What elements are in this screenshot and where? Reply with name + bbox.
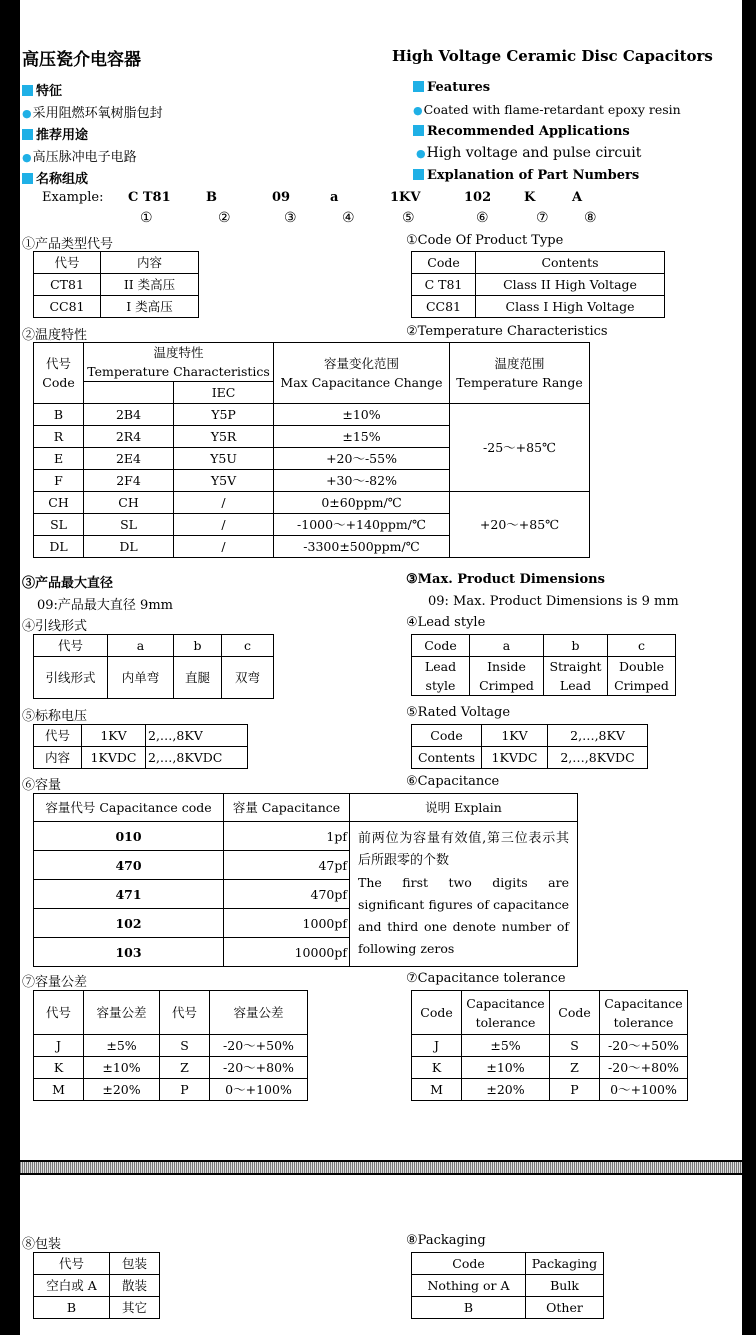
part-index: ⑥ <box>476 210 489 226</box>
s6-title-cn: ⑥容量 <box>22 778 62 793</box>
part-numbers-head-cn: 名称组成 <box>22 168 88 187</box>
table-cell: Nothing or A <box>412 1275 526 1297</box>
table-cell: CH <box>84 492 174 514</box>
table-cell: 其它 <box>110 1297 160 1319</box>
s5-table-en <box>411 724 648 769</box>
table-header: Contents <box>476 252 665 274</box>
table-row <box>412 1253 604 1275</box>
table-cell: Straight Lead <box>544 657 608 696</box>
table-cell: Class I High Voltage <box>476 296 665 318</box>
table-cell: ±20% <box>462 1079 550 1101</box>
table-cell: B <box>34 1297 110 1319</box>
square-bullet-icon <box>22 129 33 140</box>
table-header: c <box>222 635 274 657</box>
table-row <box>412 1275 604 1297</box>
table-row <box>412 1035 688 1057</box>
table-cell: Code <box>412 1253 526 1275</box>
table-header: Code <box>412 635 470 657</box>
example-label: Example: <box>42 190 104 205</box>
table-cell: / <box>174 514 274 536</box>
table-cell: R <box>34 426 84 448</box>
table-row <box>34 1079 308 1101</box>
s3-text-cn: 09:产品最大直径 9mm <box>37 598 173 613</box>
table-cell: -1000～+140ppm/℃ <box>274 514 450 536</box>
title-cn: 高压瓷介电容器 <box>22 50 141 70</box>
table-cell: / <box>174 536 274 558</box>
table-cell: 代号 <box>34 725 82 747</box>
table-header: b <box>174 635 222 657</box>
table-row <box>34 1057 308 1079</box>
features-text-en: ●Coated with flame-retardant epoxy resin <box>413 102 681 117</box>
s1-title-en: ①Code Of Product Type <box>406 233 564 248</box>
table-header: IEC <box>174 382 274 404</box>
table-cell: CC81 <box>34 296 101 318</box>
s8-title-en: ⑧Packaging <box>406 1233 486 1248</box>
table-cell: 2,…,8KV <box>146 725 248 747</box>
table-cell: 直腿 <box>174 657 222 699</box>
table-cell: 1pf <box>224 822 350 851</box>
table-cell: +20～-55% <box>274 448 450 470</box>
part-index: ① <box>140 210 153 226</box>
table-cell: 内容 <box>34 747 82 769</box>
table-cell: DL <box>84 536 174 558</box>
table-cell: 2B4 <box>84 404 174 426</box>
table-cell: CT81 <box>34 274 101 296</box>
temperature-range-cell: -25～+85℃ <box>450 404 590 492</box>
table-cell: C T81 <box>412 274 476 296</box>
table-header: Capacitance tolerance <box>462 991 550 1035</box>
square-bullet-icon <box>413 125 424 136</box>
table-header: 代号 <box>34 635 108 657</box>
s1-table-en <box>411 251 665 318</box>
s4-table-en <box>411 634 676 696</box>
explain-en: The first two digits are significant figures of capacitance and third one denote number of following zeros <box>358 875 569 956</box>
table-header: Capacitance tolerance <box>600 991 688 1035</box>
explain-cn: 前两位为容量有效值,第三位表示其后所跟零的个数 <box>358 831 569 868</box>
s2-temperature-table <box>33 342 590 558</box>
s4-title-en: ④Lead style <box>406 615 486 630</box>
table-row <box>34 1297 160 1319</box>
square-bullet-icon <box>413 81 424 92</box>
table-cell: M <box>412 1079 462 1101</box>
table-header: 容量变化范围 Max Capacitance Change <box>274 343 450 404</box>
table-cell: 0±60ppm/℃ <box>274 492 450 514</box>
table-row <box>34 404 590 426</box>
table-cell: ±20% <box>84 1079 160 1101</box>
table-cell: 010 <box>34 822 224 851</box>
table-cell: 1KV <box>82 725 146 747</box>
table-cell: J <box>412 1035 462 1057</box>
s5-table-cn <box>33 724 248 769</box>
table-cell: F <box>34 470 84 492</box>
table-cell: ±10% <box>462 1057 550 1079</box>
table-cell: ±10% <box>84 1057 160 1079</box>
table-cell: Packaging <box>526 1253 604 1275</box>
table-header: Code <box>550 991 600 1035</box>
table-cell: 1KVDC <box>482 747 548 769</box>
dot-bullet-icon: ● <box>416 147 426 160</box>
applications-text-en: ●High voltage and pulse circuit <box>416 145 642 161</box>
table-cell: 双弯 <box>222 657 274 699</box>
table-cell: ±5% <box>462 1035 550 1057</box>
table-cell: 1000pf <box>224 909 350 938</box>
table-cell: J <box>34 1035 84 1057</box>
table-header: 内容 <box>101 252 199 274</box>
dot-bullet-icon: ● <box>413 104 423 117</box>
table-cell: Double Crimped <box>608 657 676 696</box>
table-header: 代号 <box>34 252 101 274</box>
table-cell: SL <box>34 514 84 536</box>
table-header: 容量公差 <box>84 991 160 1035</box>
table-header: Code <box>412 991 462 1035</box>
table-cell: 470pf <box>224 880 350 909</box>
s8-table-cn <box>33 1252 160 1319</box>
table-cell: ±15% <box>274 426 450 448</box>
table-cell: 空白或 A <box>34 1275 110 1297</box>
part-index: ② <box>218 210 231 226</box>
s5-title-cn: ⑤标称电压 <box>22 709 88 724</box>
s4-title-cn: ④引线形式 <box>22 619 88 634</box>
table-cell: 1KV <box>482 725 548 747</box>
table-cell: Bulk <box>526 1275 604 1297</box>
applications-head-en: Recommended Applications <box>413 124 630 139</box>
table-cell: Other <box>526 1297 604 1319</box>
table-cell: 包装 <box>110 1253 160 1275</box>
part-index: ④ <box>342 210 355 226</box>
table-cell: 471 <box>34 880 224 909</box>
table-cell: 0～+100% <box>600 1079 688 1101</box>
table-cell: 0～+100% <box>210 1079 308 1101</box>
applications-text-cn: ●高压脉冲电子电路 <box>22 150 137 165</box>
s2-title-cn: ②温度特性 <box>22 328 88 343</box>
table-cell: -3300±500ppm/℃ <box>274 536 450 558</box>
table-cell: M <box>34 1079 84 1101</box>
features-text-cn: ●采用阻燃环氧树脂包封 <box>22 106 163 121</box>
s2-title-en: ②Temperature Characteristics <box>406 324 608 339</box>
square-bullet-icon <box>22 173 33 184</box>
table-row <box>34 492 590 514</box>
part-code: 102 <box>464 190 492 205</box>
table-row <box>412 1079 688 1101</box>
s8-title-cn: ⑧包装 <box>22 1237 62 1252</box>
dot-bullet-icon: ● <box>22 107 32 120</box>
s1-title-cn: ①产品类型代号 <box>22 237 114 252</box>
table-cell: 2,…,8KV <box>548 725 648 747</box>
table-cell: +30～-82% <box>274 470 450 492</box>
table-cell: 103 <box>34 938 224 967</box>
table-row <box>34 1275 160 1297</box>
s1-table-cn <box>33 251 199 318</box>
s7-table-cn <box>33 990 308 1101</box>
explain-cell <box>350 822 578 967</box>
table-cell: 2R4 <box>84 426 174 448</box>
table-header: 温度特性 Temperature Characteristics <box>84 343 274 382</box>
table-header: b <box>544 635 608 657</box>
table-cell: 代号 <box>34 1253 110 1275</box>
applications-head-cn: 推荐用途 <box>22 124 88 143</box>
part-index: ⑧ <box>584 210 597 226</box>
s3-title-en: ③Max. Product Dimensions <box>406 572 605 587</box>
table-cell: 47pf <box>224 851 350 880</box>
table-header: 说明 Explain <box>350 794 578 822</box>
table-cell: ±10% <box>274 404 450 426</box>
table-cell: Z <box>160 1057 210 1079</box>
table-cell: CC81 <box>412 296 476 318</box>
table-cell: Y5V <box>174 470 274 492</box>
table-header: 温度范围 Temperature Range <box>450 343 590 404</box>
table-cell: K <box>412 1057 462 1079</box>
dot-bullet-icon: ● <box>22 151 32 164</box>
table-cell: Code <box>412 725 482 747</box>
table-header: 代号 <box>34 991 84 1035</box>
part-code: A <box>572 190 583 205</box>
table-cell: S <box>550 1035 600 1057</box>
table-cell: -20～+80% <box>210 1057 308 1079</box>
table-cell: 470 <box>34 851 224 880</box>
temperature-range-cell: +20～+85℃ <box>450 492 590 558</box>
table-cell: P <box>160 1079 210 1101</box>
table-cell: Y5U <box>174 448 274 470</box>
part-index: ⑦ <box>536 210 549 226</box>
table-cell: 10000pf <box>224 938 350 967</box>
s7-title-cn: ⑦容量公差 <box>22 975 88 990</box>
part-code: K <box>524 190 536 205</box>
table-cell: -20～+80% <box>600 1057 688 1079</box>
table-header: c <box>608 635 676 657</box>
part-code: B <box>206 190 217 205</box>
table-cell: Y5P <box>174 404 274 426</box>
s8-table-en <box>411 1252 604 1319</box>
table-cell: -20～+50% <box>210 1035 308 1057</box>
features-head-en: Features <box>413 80 490 95</box>
table-cell: 2,…,8KVDC <box>146 747 248 769</box>
part-code: 1KV <box>390 190 421 205</box>
table-cell: Lead style <box>412 657 470 696</box>
table-header: Code <box>412 252 476 274</box>
s3-title-cn: ③产品最大直径 <box>22 576 114 591</box>
table-header: 容量代号 Capacitance code <box>34 794 224 822</box>
table-cell: P <box>550 1079 600 1101</box>
part-numbers-head-en: Explanation of Part Numbers <box>413 168 639 183</box>
title-en: High Voltage Ceramic Disc Capacitors <box>392 47 713 65</box>
table-cell: E <box>34 448 84 470</box>
s4-table-cn <box>33 634 274 699</box>
table-cell: -20～+50% <box>600 1035 688 1057</box>
s5-title-en: ⑤Rated Voltage <box>406 705 511 720</box>
table-cell: SL <box>84 514 174 536</box>
table-cell: Class II High Voltage <box>476 274 665 296</box>
table-cell: 散装 <box>110 1275 160 1297</box>
table-header: a <box>108 635 174 657</box>
table-cell: B <box>412 1297 526 1319</box>
square-bullet-icon <box>22 85 33 96</box>
part-index: ⑤ <box>402 210 415 226</box>
table-cell: 2F4 <box>84 470 174 492</box>
features-head-cn: 特征 <box>22 80 62 99</box>
table-cell: CH <box>34 492 84 514</box>
table-header <box>84 382 174 404</box>
page-separator <box>20 1160 742 1175</box>
s3-text-en: 09: Max. Product Dimensions is 9 mm <box>428 594 679 609</box>
table-cell: 内单弯 <box>108 657 174 699</box>
table-cell: I 类高压 <box>101 296 199 318</box>
table-row <box>412 1057 688 1079</box>
table-cell: / <box>174 492 274 514</box>
table-row <box>34 1253 160 1275</box>
table-cell: ±5% <box>84 1035 160 1057</box>
table-cell: 2,…,8KVDC <box>548 747 648 769</box>
s6-title-en: ⑥Capacitance <box>406 774 500 789</box>
s7-title-en: ⑦Capacitance tolerance <box>406 971 566 986</box>
table-cell: S <box>160 1035 210 1057</box>
table-cell: K <box>34 1057 84 1079</box>
part-code: a <box>330 190 339 205</box>
table-row <box>34 1035 308 1057</box>
table-header: a <box>470 635 544 657</box>
table-cell: B <box>34 404 84 426</box>
part-index: ③ <box>284 210 297 226</box>
table-cell: 2E4 <box>84 448 174 470</box>
table-header: 代号 Code <box>34 343 84 404</box>
s7-table-en <box>411 990 688 1101</box>
table-header: 容量公差 <box>210 991 308 1035</box>
table-header: 代号 <box>160 991 210 1035</box>
table-cell: DL <box>34 536 84 558</box>
table-cell: Y5R <box>174 426 274 448</box>
table-cell: 1KVDC <box>82 747 146 769</box>
table-cell: 102 <box>34 909 224 938</box>
table-header: 容量 Capacitance <box>224 794 350 822</box>
table-cell: 引线形式 <box>34 657 108 699</box>
table-cell: Inside Crimped <box>470 657 544 696</box>
table-cell: Contents <box>412 747 482 769</box>
table-cell: II 类高压 <box>101 274 199 296</box>
square-bullet-icon <box>413 169 424 180</box>
table-cell: Z <box>550 1057 600 1079</box>
table-row <box>412 1297 604 1319</box>
part-code: C T81 <box>128 190 171 205</box>
part-code: 09 <box>272 190 291 205</box>
s6-capacitance-table <box>33 793 578 967</box>
